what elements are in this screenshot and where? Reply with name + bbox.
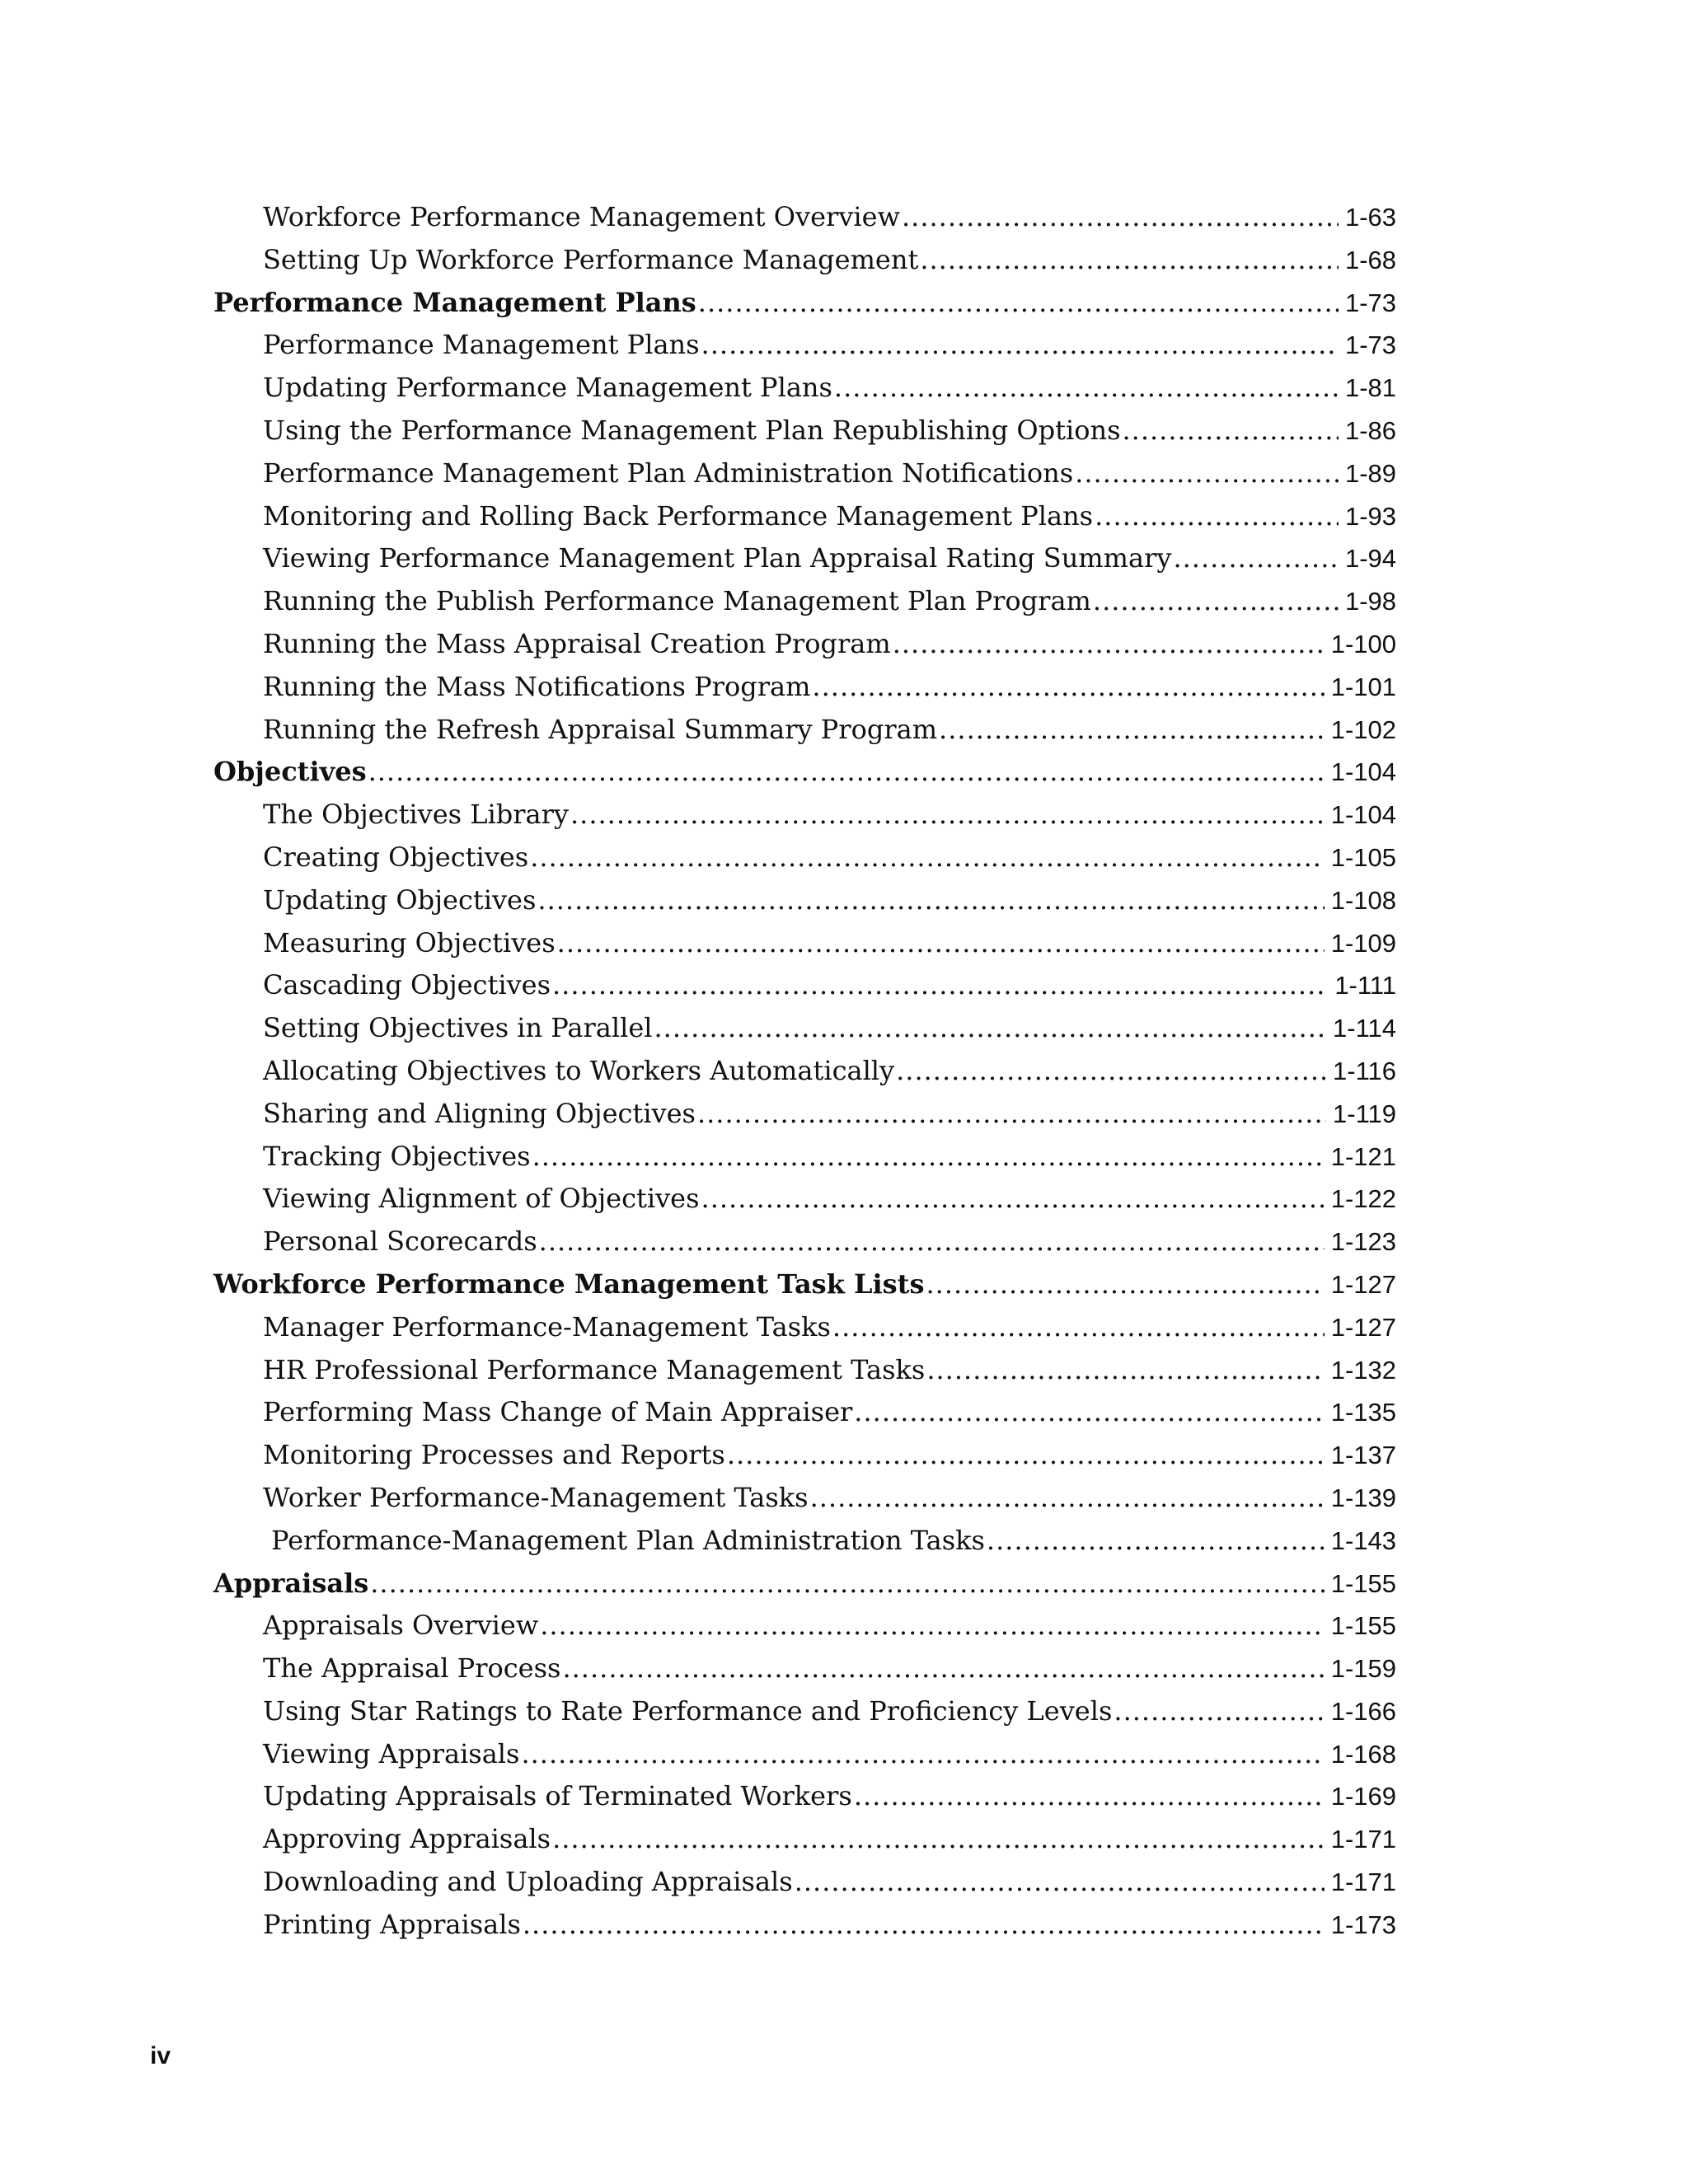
- toc-dot-leader: [539, 1221, 1325, 1263]
- toc-dot-leader: [1122, 410, 1338, 452]
- toc-subsection-entry[interactable]: [213, 452, 1396, 495]
- toc-entry-page: 1-108: [1330, 885, 1396, 915]
- toc-entry-title: Downloading and Uploading Appraisals: [263, 1866, 793, 1898]
- toc-entry-title: Workforce Performance Management Task Lists: [213, 1268, 925, 1300]
- toc-entry-page: 1-73: [1344, 330, 1396, 360]
- toc-subsection-entry[interactable]: [213, 196, 1396, 239]
- toc-subsection-entry[interactable]: [213, 410, 1396, 452]
- toc-entry-page: 1-111: [1334, 971, 1396, 1001]
- toc-dot-leader: [562, 1647, 1324, 1690]
- toc-dot-leader: [540, 1605, 1325, 1647]
- toc-entry-title: The Objectives Library: [263, 799, 569, 831]
- toc-entry-title: Monitoring Processes and Reports: [263, 1439, 725, 1471]
- toc-subsection-entry[interactable]: [213, 1647, 1396, 1690]
- toc-dot-leader: [893, 623, 1325, 666]
- toc-entry-page: 1-155: [1330, 1568, 1396, 1598]
- toc-entry-page: 1-168: [1330, 1739, 1396, 1769]
- toc-entry-page: 1-104: [1330, 800, 1396, 830]
- toc-dot-leader: [552, 1818, 1325, 1861]
- toc-subsection-entry[interactable]: [213, 1349, 1396, 1392]
- toc-entry-page: 1-159: [1330, 1654, 1396, 1684]
- toc-dot-leader: [987, 1520, 1325, 1563]
- toc-subsection-entry[interactable]: [213, 1391, 1396, 1434]
- toc-dot-leader: [523, 1904, 1325, 1947]
- toc-entry-title: Setting Objectives in Parallel: [263, 1012, 653, 1044]
- toc-entry-page: 1-127: [1330, 1312, 1396, 1342]
- toc-entry-page: 1-121: [1330, 1141, 1396, 1171]
- toc-entry-page: 1-98: [1344, 587, 1396, 616]
- toc-subsection-entry[interactable]: [213, 1221, 1396, 1263]
- toc-entry-title: HR Professional Performance Management Tasks: [263, 1353, 926, 1385]
- toc-dot-leader: [537, 879, 1324, 922]
- toc-entry-page: 1-101: [1330, 672, 1396, 701]
- toc-subsection-entry[interactable]: [213, 1477, 1396, 1520]
- toc-entry-page: 1-155: [1330, 1611, 1396, 1641]
- toc-entry-title: Performance-Management Plan Administration Tasks: [271, 1524, 985, 1556]
- toc-entry-title: Viewing Performance Management Plan Appraisal Rating Summary: [263, 542, 1172, 574]
- toc-entry-page: 1-93: [1344, 501, 1396, 531]
- toc-entry-title: Printing Appraisals: [263, 1908, 521, 1940]
- toc-section-entry[interactable]: [213, 1263, 1396, 1306]
- toc-subsection-entry[interactable]: [213, 1136, 1396, 1179]
- toc-subsection-entry[interactable]: [213, 367, 1396, 410]
- toc-entry-page: 1-81: [1344, 373, 1396, 403]
- page-number: iv: [150, 2042, 171, 2069]
- toc-entry-page: 1-173: [1330, 1910, 1396, 1939]
- toc-entry-page: 1-73: [1344, 288, 1396, 317]
- toc-entry-title: Running the Refresh Appraisal Summary Program: [263, 713, 938, 745]
- toc-dot-leader: [810, 1477, 1325, 1520]
- toc-dot-leader: [926, 1349, 1324, 1392]
- toc-subsection-entry[interactable]: [213, 1861, 1396, 1904]
- toc-dot-leader: [701, 324, 1339, 367]
- toc-subsection-entry[interactable]: [213, 580, 1396, 623]
- toc-dot-leader: [926, 1263, 1324, 1306]
- toc-subsection-entry[interactable]: [213, 495, 1396, 538]
- toc-subsection-entry[interactable]: [213, 239, 1396, 282]
- table-of-contents: [213, 196, 1396, 1947]
- toc-subsection-entry[interactable]: [213, 324, 1396, 367]
- toc-entry-title: Updating Objectives: [263, 883, 537, 916]
- toc-subsection-entry[interactable]: [213, 709, 1396, 752]
- toc-entry-page: 1-166: [1330, 1696, 1396, 1726]
- toc-entry-page: 1-137: [1330, 1441, 1396, 1470]
- toc-entry-title: Appraisals Overview: [263, 1610, 539, 1642]
- toc-entry-page: 1-171: [1330, 1868, 1396, 1897]
- toc-entry-title: Performance Management Plans: [263, 329, 700, 361]
- toc-dot-leader: [834, 367, 1339, 410]
- toc-subsection-entry[interactable]: [213, 879, 1396, 922]
- toc-entry-title: Viewing Alignment of Objectives: [263, 1183, 700, 1215]
- toc-entry-page: 1-123: [1330, 1227, 1396, 1257]
- toc-entry-title: The Appraisal Process: [263, 1652, 561, 1685]
- toc-entry-page: 1-169: [1330, 1782, 1396, 1811]
- toc-subsection-entry[interactable]: [213, 1178, 1396, 1221]
- toc-entry-page: 1-119: [1333, 1099, 1396, 1128]
- toc-entry-page: 1-94: [1344, 544, 1396, 574]
- toc-dot-leader: [854, 1391, 1324, 1434]
- toc-entry-page: 1-132: [1330, 1355, 1396, 1385]
- toc-section-entry[interactable]: [213, 282, 1396, 325]
- toc-subsection-entry[interactable]: [213, 537, 1396, 580]
- toc-entry-page: 1-139: [1330, 1483, 1396, 1512]
- toc-subsection-entry[interactable]: [213, 1093, 1396, 1136]
- toc-dot-leader: [532, 1136, 1325, 1179]
- toc-dot-leader: [654, 1007, 1326, 1050]
- toc-dot-leader: [1093, 580, 1339, 623]
- toc-dot-leader: [896, 1050, 1326, 1093]
- toc-entry-title: Monitoring and Rolling Back Performance Management Plans: [263, 499, 1094, 532]
- toc-entry-title: Workforce Performance Management Overview: [263, 201, 900, 232]
- toc-dot-leader: [1095, 495, 1339, 538]
- toc-entry-title: Viewing Appraisals: [263, 1737, 520, 1769]
- toc-dot-leader: [795, 1861, 1325, 1904]
- toc-entry-page: 1-104: [1330, 757, 1396, 787]
- toc-entry-title: Appraisals: [213, 1567, 369, 1599]
- toc-entry-page: 1-143: [1330, 1526, 1396, 1555]
- toc-entry-page: 1-127: [1330, 1269, 1396, 1299]
- toc-dot-leader: [521, 1733, 1324, 1776]
- toc-subsection-entry[interactable]: [213, 964, 1396, 1007]
- toc-entry-title: Creating Objectives: [263, 841, 529, 873]
- toc-dot-leader: [697, 1093, 1326, 1136]
- toc-entry-title: Allocating Objectives to Workers Automatically: [263, 1054, 895, 1086]
- toc-subsection-entry[interactable]: [213, 1605, 1396, 1647]
- toc-entry-page: 1-105: [1330, 842, 1396, 872]
- toc-entry-page: 1-114: [1333, 1014, 1396, 1043]
- toc-entry-page: 1-122: [1330, 1184, 1396, 1214]
- toc-dot-leader: [832, 1306, 1325, 1349]
- toc-entry-page: 1-171: [1330, 1825, 1396, 1854]
- toc-entry-title: Performance Management Plan Administration Notifications: [263, 457, 1074, 489]
- toc-entry-title: Personal Scorecards: [263, 1226, 537, 1258]
- toc-entry-title: Measuring Objectives: [263, 926, 556, 958]
- toc-dot-leader: [698, 282, 1339, 325]
- toc-entry-title: Using the Performance Management Plan Republishing Options: [263, 414, 1121, 446]
- toc-entry-page: 1-86: [1344, 415, 1396, 445]
- toc-entry-page: 1-89: [1344, 458, 1396, 488]
- toc-entry-title: Performance Management Plans: [213, 286, 696, 318]
- toc-entry-page: 1-100: [1330, 629, 1396, 658]
- toc-dot-leader: [701, 1178, 1325, 1221]
- toc-dot-leader: [1114, 1690, 1324, 1733]
- toc-dot-leader: [854, 1775, 1325, 1818]
- toc-entry-title: Approving Appraisals: [263, 1823, 551, 1855]
- toc-subsection-entry[interactable]: [213, 623, 1396, 666]
- toc-entry-page: 1-109: [1330, 928, 1396, 958]
- toc-dot-leader: [939, 709, 1325, 752]
- toc-entry-title: Cascading Objectives: [263, 969, 551, 1001]
- toc-entry-title: Running the Mass Notifications Program: [263, 670, 811, 702]
- toc-entry-page: 1-102: [1330, 715, 1396, 744]
- toc-entry-title: Running the Mass Appraisal Creation Program: [263, 627, 891, 659]
- toc-entry-page: 1-63: [1344, 203, 1396, 232]
- toc-subsection-entry[interactable]: [213, 1690, 1396, 1733]
- toc-subsection-entry[interactable]: [213, 1818, 1396, 1861]
- toc-dot-leader: [1075, 452, 1339, 495]
- toc-entry-title: Objectives: [213, 756, 367, 788]
- toc-dot-leader: [812, 666, 1324, 709]
- toc-subsection-entry[interactable]: [213, 1520, 1396, 1563]
- toc-entry-title: Performing Mass Change of Main Appraiser: [263, 1396, 853, 1428]
- toc-subsection-entry[interactable]: [213, 794, 1396, 837]
- toc-subsection-entry[interactable]: [213, 1904, 1396, 1947]
- toc-dot-leader: [552, 964, 1328, 1007]
- toc-dot-leader: [557, 922, 1325, 965]
- toc-entry-title: Worker Performance-Management Tasks: [263, 1481, 809, 1513]
- toc-section-entry[interactable]: [213, 1563, 1396, 1605]
- toc-entry-title: Tracking Objectives: [263, 1140, 531, 1172]
- toc-entry-page: 1-135: [1330, 1398, 1396, 1427]
- toc-subsection-entry[interactable]: [213, 1733, 1396, 1776]
- toc-subsection-entry[interactable]: [213, 1775, 1396, 1818]
- toc-dot-leader: [920, 239, 1339, 282]
- toc-subsection-entry[interactable]: [213, 1306, 1396, 1349]
- toc-entry-title: Setting Up Workforce Performance Management: [263, 243, 919, 275]
- toc-dot-leader: [1173, 537, 1339, 580]
- toc-entry-title: Using Star Ratings to Rate Performance and Proficiency Levels: [263, 1694, 1113, 1727]
- toc-subsection-entry[interactable]: [213, 666, 1396, 709]
- toc-entry-title: Manager Performance-Management Tasks: [263, 1310, 831, 1343]
- toc-entry-page: 1-116: [1333, 1056, 1396, 1085]
- toc-dot-leader: [727, 1434, 1325, 1477]
- toc-entry-page: 1-68: [1344, 245, 1396, 274]
- toc-section-entry[interactable]: [213, 751, 1396, 794]
- toc-subsection-entry[interactable]: [213, 922, 1396, 965]
- toc-subsection-entry[interactable]: [213, 1434, 1396, 1477]
- toc-entry-title: Updating Appraisals of Terminated Workers: [263, 1780, 852, 1812]
- toc-entry-title: Running the Publish Performance Management Plan Program: [263, 585, 1091, 617]
- toc-entry-title: Sharing and Aligning Objectives: [263, 1097, 696, 1129]
- toc-dot-leader: [570, 794, 1325, 837]
- toc-dot-leader: [530, 837, 1325, 879]
- toc-subsection-entry[interactable]: [213, 837, 1396, 879]
- toc-subsection-entry[interactable]: [213, 1007, 1396, 1050]
- toc-dot-leader: [370, 1563, 1324, 1605]
- toc-dot-leader: [902, 196, 1339, 239]
- toc-dot-leader: [368, 751, 1325, 794]
- toc-entry-title: Updating Performance Management Plans: [263, 372, 832, 404]
- toc-subsection-entry[interactable]: [213, 1050, 1396, 1093]
